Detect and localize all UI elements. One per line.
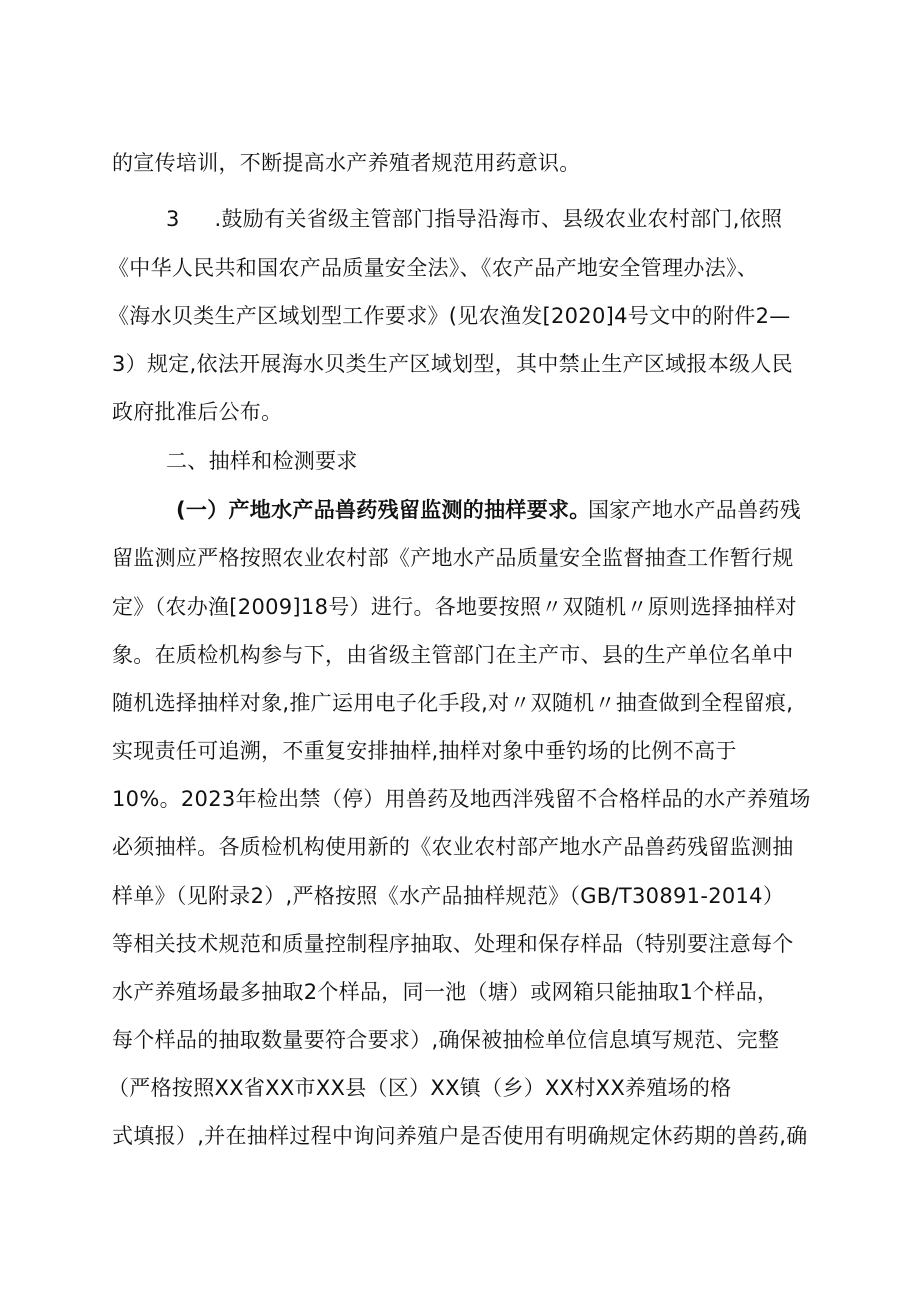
list-item-3-line: 3 .鼓励有关省级主管部门指导沿海市、县级农业农村部门,依照 — [166, 207, 783, 231]
paragraph-line: 留监测应严格按照农业农村部《产地水产品质量安全监督抽查工作暂行规 — [112, 546, 794, 570]
paragraph-line: 国家产地水产品兽药残 — [588, 498, 801, 522]
paragraph-line: 每个样品的抽取数量要符合要求）,确保被抽检单位信息填写规范、完整 — [112, 1028, 780, 1052]
paragraph-line: 式填报）,并在抽样过程中询问养殖户是否使用有明确规定休药期的兽药,确 — [112, 1124, 808, 1148]
paragraph-line: 随机选择抽样对象,推广运用电子化手段,对〃双随机〃抽查做到全程留痕, — [112, 691, 794, 715]
section-heading: 二、抽样和检测要求 — [166, 449, 358, 473]
subsection-heading: (一）产地水产品兽药残留监测的抽样要求。 — [176, 498, 591, 522]
paragraph-line: 政府批准后公布。 — [112, 400, 283, 424]
paragraph-line: （严格按照XX省XX市XX县（区）XX镇（乡）XX村XX养殖场的格 — [108, 1076, 732, 1100]
paragraph-line: 3）规定,依法开展海水贝类生产区域划型，其中禁止生产区域报本级人民 — [112, 352, 793, 376]
paragraph-line: 10%。2023年检出禁（停）用兽药及地西泮残留不合格样品的水产养殖场 — [112, 787, 811, 811]
paragraph-line: 的宣传培训，不断提高水产养殖者规范用药意识。 — [112, 151, 581, 175]
paragraph-line: 必须抽样。各质检机构使用新的《农业农村部产地水产品兽药残留监测抽 — [112, 835, 794, 859]
paragraph-line: 样单》（见附录2）,严格按照《水产品抽样规范》（GB/T30891-2014） — [112, 884, 785, 908]
paragraph-line: 等相关技术规范和质量控制程序抽取、处理和保存样品（特别要注意每个 — [112, 932, 794, 956]
paragraph-line: 象。在质检机构参与下，由省级主管部门在主产市、县的生产单位名单中 — [112, 643, 794, 667]
paragraph-line: 定》（农办渔[2009]18号）进行。各地要按照〃双随机〃原则选择抽样对 — [112, 595, 797, 619]
paragraph-line: 实现责任可追溯，不重复安排抽样,抽样对象中垂钓场的比例不高于 — [112, 739, 737, 763]
paragraph-line: 水产养殖场最多抽取2个样品，同一池（塘）或网箱只能抽取1个样品， — [112, 980, 779, 1004]
paragraph-line: 《海水贝类生产区域划型工作要求》(见农渔发[2020]4号文中的附件2— — [108, 304, 791, 328]
paragraph-line: 《中华人民共和国农产品质量安全法》、《农产品产地安全管理办法》、 — [108, 256, 759, 280]
